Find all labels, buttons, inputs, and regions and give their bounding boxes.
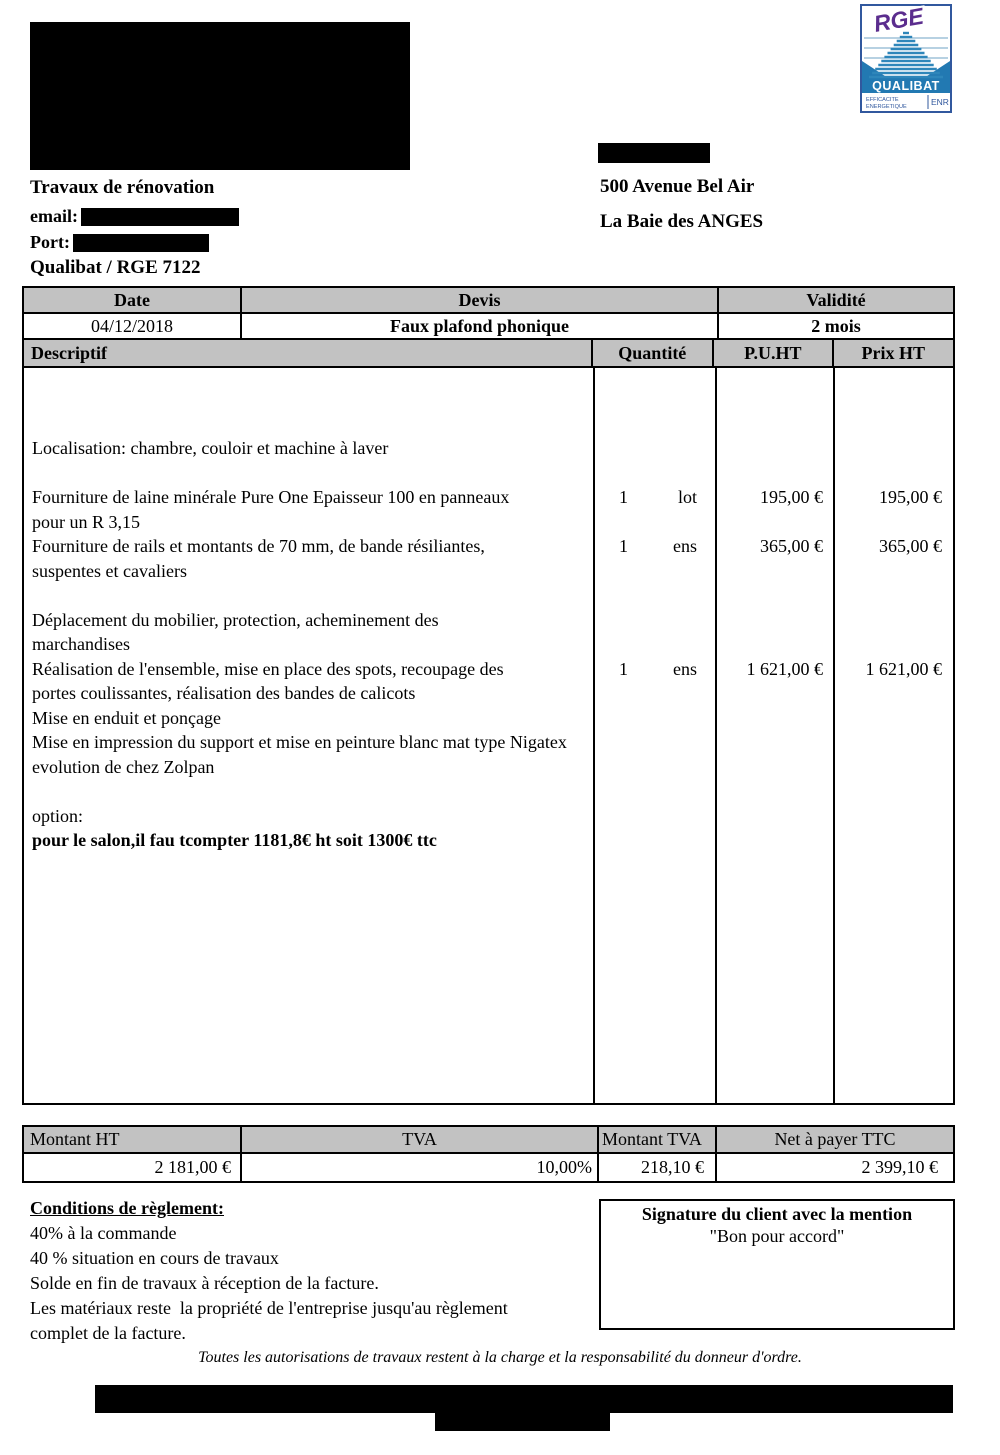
totals-table xyxy=(22,1125,955,1183)
logo-subtext-1: EFFICACITE xyxy=(866,97,899,103)
validity-column-header: Validité xyxy=(806,290,866,310)
descriptif-column-header: Descriptif xyxy=(24,340,593,366)
redacted-company-block xyxy=(30,22,410,170)
rge-text: RGE xyxy=(871,4,926,37)
redacted-phone xyxy=(73,234,209,252)
company-email-row xyxy=(30,206,239,227)
totals-values-row xyxy=(24,1154,953,1181)
item-unit-price: 1 621,00 € xyxy=(746,658,823,679)
quote-table xyxy=(22,286,955,1105)
company-phone-row xyxy=(30,232,209,253)
item-line: option: xyxy=(32,804,87,829)
item-values-row xyxy=(595,485,953,510)
signature-title: Signature du client avec la mention xyxy=(641,1204,913,1224)
item-line: Fourniture de laine minérale Pure One Epaisseur 100 en panneaux xyxy=(32,485,513,510)
item-line: portes coulissantes, réalisation des bandes de calicots xyxy=(32,681,419,706)
item-line xyxy=(32,779,42,804)
item-line: Localisation: chambre, couloir et machine à laver xyxy=(32,436,392,461)
quantite-column-header: Quantité xyxy=(593,340,714,366)
tva-value: 10,00% xyxy=(242,1154,599,1181)
redacted-footer-line2 xyxy=(435,1412,610,1431)
redacted-client-name xyxy=(598,143,710,163)
montant-tva-header: Montant TVA xyxy=(599,1127,717,1152)
item-line: evolution de chez Zolpan xyxy=(32,755,218,780)
company-activity: Travaux de rénovation xyxy=(30,177,215,198)
item-unit-price: 195,00 € xyxy=(760,487,823,507)
payment-condition-line: Les matériaux reste la propriété de l'entreprise jusqu'au règlement xyxy=(30,1298,508,1318)
tva-header: TVA xyxy=(242,1127,599,1152)
item-quantity-value: 1 xyxy=(619,658,628,679)
quote-header-row xyxy=(24,288,953,314)
montant-tva-value: 218,10 € xyxy=(599,1154,717,1181)
validity-value: 2 mois xyxy=(811,316,861,336)
item-unit: lot xyxy=(677,487,697,507)
montant-ht-value: 2 181,00 € xyxy=(24,1154,242,1181)
quote-values-row xyxy=(24,314,953,340)
totals-header-row xyxy=(24,1127,953,1154)
item-line: suspentes et cavaliers xyxy=(32,559,191,584)
item-line: Mise en impression du support et mise en peinture blanc mat type Nigatex xyxy=(32,730,571,755)
logo-subtext-2: ENERGETIQUE xyxy=(866,104,907,110)
payment-condition-line: complet de la facture. xyxy=(30,1323,186,1343)
payment-condition-line: Solde en fin de travaux à réception de la facture. xyxy=(30,1273,379,1293)
item-total-price: 365,00 € xyxy=(879,536,942,556)
item-line: pour un R 3,15 xyxy=(32,510,144,535)
item-line xyxy=(32,461,42,486)
item-quantity-cell xyxy=(595,534,715,559)
item-line: Déplacement du mobilier, protection, acheminement des xyxy=(32,608,443,633)
payment-condition-line: 40% à la commande xyxy=(30,1223,177,1243)
item-unit-price: 365,00 € xyxy=(760,536,823,556)
column-divider xyxy=(833,368,835,1103)
net-ttc-value: 2 399,10 € xyxy=(861,1157,938,1177)
item-values-row xyxy=(595,534,953,559)
item-unit: ens xyxy=(673,536,697,556)
item-total-price: 1 621,00 € xyxy=(865,658,942,679)
montant-ht-header: Montant HT xyxy=(24,1127,242,1152)
puht-column-header: P.U.HT xyxy=(714,340,833,366)
items-header-row xyxy=(24,340,953,368)
client-address-line1: 500 Avenue Bel Air xyxy=(600,176,755,197)
item-description-lines xyxy=(32,436,571,853)
company-certification: Qualibat / RGE 7122 xyxy=(30,257,201,278)
client-address-line2: La Baie des ANGES xyxy=(600,211,764,232)
item-line: Réalisation de l'ensemble, mise en place des spots, recoupage des xyxy=(32,657,508,682)
rge-qualibat-logo-icon xyxy=(860,4,952,113)
item-values-row xyxy=(595,657,953,682)
signature-mention: "Bon pour accord" xyxy=(709,1226,845,1246)
item-line xyxy=(32,583,42,608)
item-line: pour le salon,il fau tcompter 1181,8€ ht soit 1300€ ttc xyxy=(32,828,441,853)
item-quantity-value: 1 xyxy=(619,487,628,507)
email-label: email: xyxy=(30,206,78,226)
payment-condition-line: 40 % situation en cours de travaux xyxy=(30,1248,279,1268)
redacted-email xyxy=(81,208,239,226)
column-divider xyxy=(715,368,717,1103)
redacted-footer-line1 xyxy=(95,1385,953,1413)
signature-box xyxy=(599,1199,955,1330)
date-value: 04/12/2018 xyxy=(24,314,242,338)
footer-note: Toutes les autorisations de travaux restent à la charge et la responsabilité du donneur d'ordre. xyxy=(198,1349,802,1366)
devis-value: Faux plafond phonique xyxy=(242,314,719,338)
item-quantity-value: 1 xyxy=(619,536,628,556)
devis-column-header: Devis xyxy=(242,288,719,312)
item-total-price: 195,00 € xyxy=(879,487,942,507)
payment-conditions-title: Conditions de règlement: xyxy=(30,1198,224,1218)
item-unit: ens xyxy=(673,658,697,679)
item-quantity-cell xyxy=(595,657,715,682)
payment-conditions xyxy=(30,1196,508,1346)
item-line: Mise en enduit et ponçage xyxy=(32,706,225,731)
prixht-column-header: Prix HT xyxy=(861,343,926,363)
date-column-header: Date xyxy=(24,288,242,312)
item-quantity-cell xyxy=(595,485,715,510)
qualibat-text: QUALIBAT xyxy=(872,79,940,93)
items-body xyxy=(24,368,953,1103)
net-ttc-header: Net à payer TTC xyxy=(774,1129,896,1149)
enr-text: ENR xyxy=(931,97,949,107)
item-line: Fourniture de rails et montants de 70 mm, de bande résiliantes, xyxy=(32,534,489,559)
phone-label: Port: xyxy=(30,232,70,252)
item-line: marchandises xyxy=(32,632,134,657)
column-divider xyxy=(593,368,595,1103)
